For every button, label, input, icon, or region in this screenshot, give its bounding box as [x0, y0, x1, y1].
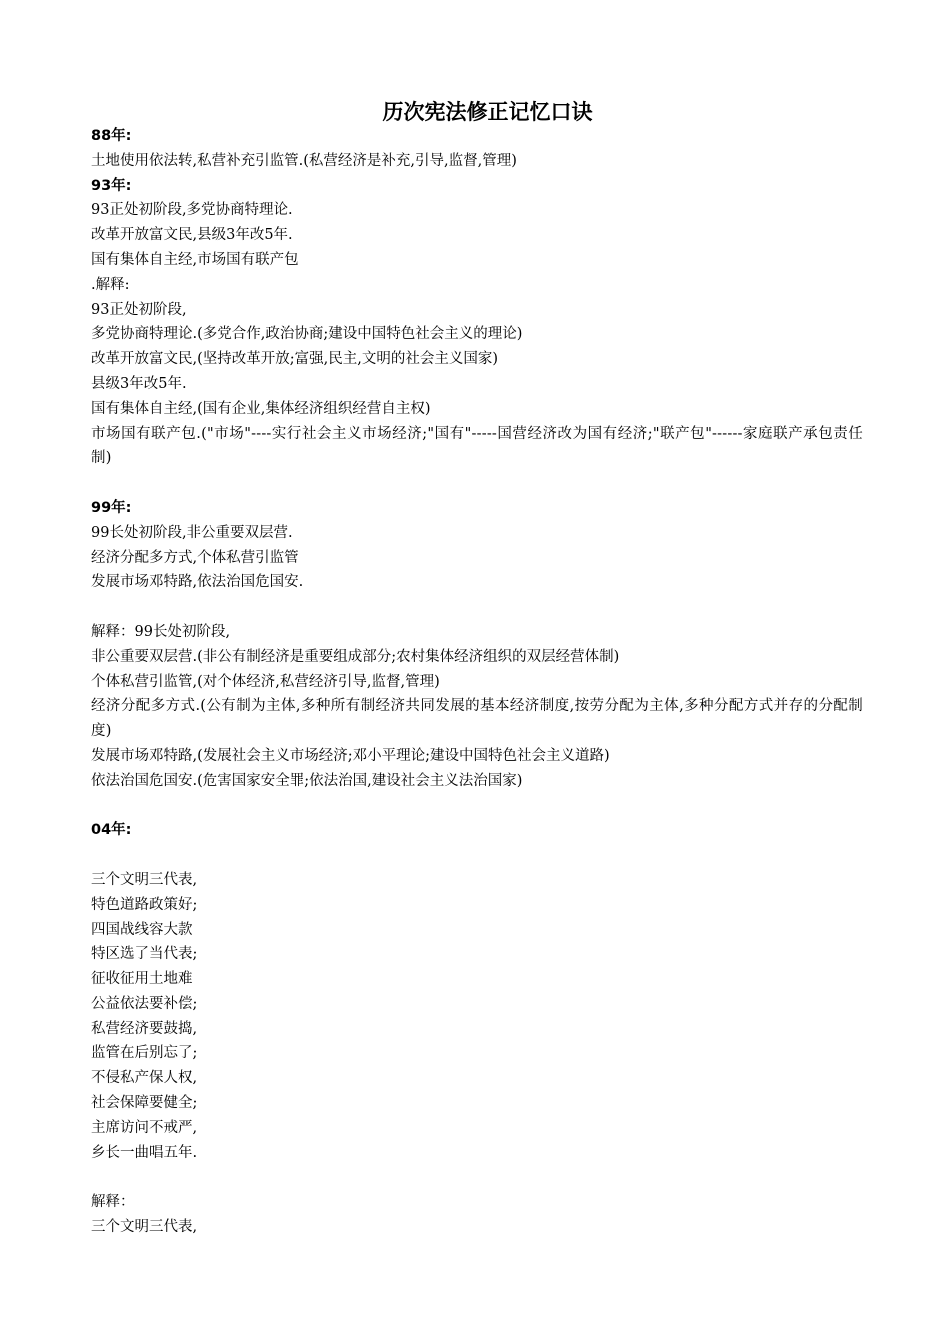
- text-line: 多党协商特理论.(多党合作,政治协商;建设中国特色社会主义的理论): [91, 326, 523, 343]
- document-title: 历次宪法修正记忆口诀: [382, 100, 593, 124]
- text-line: 99长处初阶段,非公重要双层营.: [91, 524, 293, 541]
- text-line: 改革开放富文民,(坚持改革开放;富强,民主,文明的社会主义国家): [91, 351, 499, 368]
- verse-line: 乡长一曲唱五年.: [91, 1144, 198, 1161]
- document-body: [91, 124, 863, 1240]
- text-line: 非公重要双层营.(非公有制经济是重要组成部分;农村集体经济组织的双层经营体制): [91, 648, 620, 665]
- blank-line: [91, 595, 863, 620]
- text-line: 经济分配多方式,个体私营引监管: [91, 549, 299, 566]
- text-line: 个体私营引监管,(对个体经济,私营经济引导,监督,管理): [91, 673, 440, 690]
- verse-line: 社会保障要健全;: [91, 1095, 198, 1112]
- section-heading-04: 04年:: [91, 822, 132, 839]
- text-line: 发展市场邓特路,(发展社会主义市场经济;邓小平理论;建设中国特色社会主义道路): [91, 747, 610, 764]
- text-line: 发展市场邓特路,依法治国危国安.: [91, 574, 304, 591]
- verse-line: 私营经济要鼓捣,: [91, 1020, 198, 1037]
- section-heading-93: 93年:: [91, 177, 132, 194]
- text-line: 解释：: [91, 1194, 135, 1211]
- section-heading-88: 88年:: [91, 128, 132, 144]
- text-line: 93正处初阶段,多党协商特理论.: [91, 202, 293, 219]
- text-line: 经济分配多方式.(公有制为主体,多种所有制经济共同发展的基本经济制度,按劳分配为主体,多种分配方式并存的分配制度): [91, 698, 863, 740]
- text-line: .解释:: [91, 276, 130, 293]
- section-heading-99: 99年:: [91, 499, 132, 516]
- blank-line: [91, 1165, 863, 1190]
- text-line: 改革开放富文民,县级3年改5年.: [91, 227, 293, 244]
- text-line: 依法治国危国安.(危害国家安全罪;依法治国,建设社会主义法治国家): [91, 772, 523, 789]
- verse-line: 三个文明三代表,: [91, 871, 198, 888]
- text-line: 市场国有联产包.("市场"----实行社会主义市场经济;"国有"-----国营经济改为国有经济;"联产包"------家庭联产承包责任制): [91, 425, 863, 467]
- blank-line: [91, 471, 863, 496]
- blank-line: [91, 843, 863, 868]
- text-line: 县级3年改5年.: [91, 375, 187, 392]
- verse-line: 四国战线容大款: [91, 921, 193, 938]
- verse-line: 征收征用土地难: [91, 971, 193, 988]
- text-line: 土地使用依法转,私营补充引监管.(私营经济是补充,引导,监督,管理): [91, 152, 517, 169]
- verse-line: 主席访问不戒严,: [91, 1119, 198, 1136]
- text-line: 三个文明三代表,: [91, 1219, 198, 1236]
- verse-line: 特区选了当代表;: [91, 946, 198, 963]
- blank-line: [91, 794, 863, 819]
- verse-line: 监管在后别忘了;: [91, 1045, 198, 1062]
- text-line: 国有集体自主经,市场国有联产包: [91, 251, 299, 268]
- text-line: 解释：99长处初阶段,: [91, 623, 231, 640]
- text-line: 国有集体自主经,(国有企业,集体经济组织经营自主权): [91, 400, 431, 417]
- verse-line: 特色道路政策好;: [91, 896, 198, 913]
- verse-line: 不侵私产保人权,: [91, 1070, 198, 1087]
- verse-line: 公益依法要补偿;: [91, 995, 198, 1012]
- text-line: 93正处初阶段,: [91, 301, 187, 318]
